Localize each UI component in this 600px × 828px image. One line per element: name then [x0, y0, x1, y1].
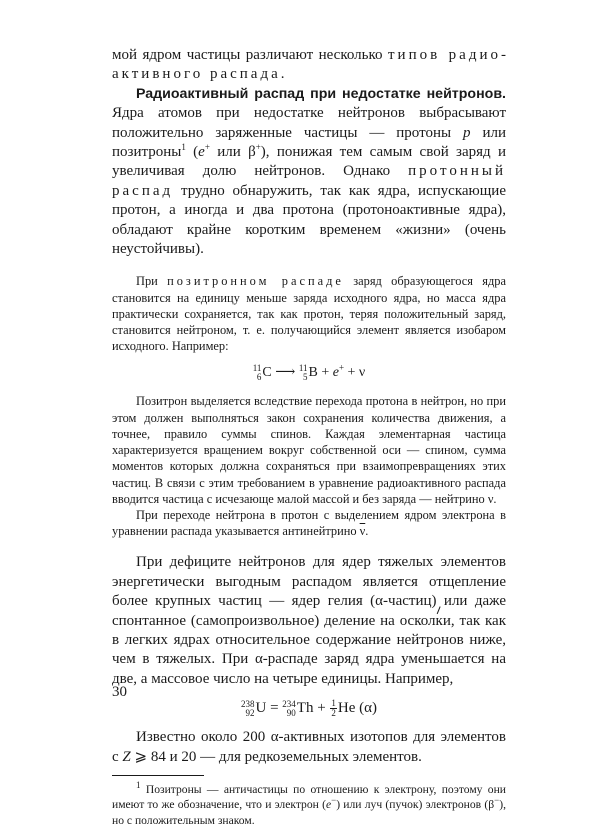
superscript: −: [494, 795, 500, 806]
nuclide-indices: 238 92: [240, 698, 255, 718]
antineutrino-symbol: $\overline{\nu}$: [359, 524, 366, 539]
plus-sign: +: [313, 700, 330, 717]
text: ), но с положительным знаком.: [112, 798, 506, 827]
helium-index-fraction: $\frac{1}{2}$: [331, 698, 336, 719]
text: При: [136, 274, 168, 289]
paragraph-spin: Позитрон выделяется вследствие перехода протона в нейтрон, но при этом должен выполняться закон сохранения количества движения, а точнее, правило суммы спинов. Каждая элементарная частица характеризуется вращением вокруг собственной оси — спином, сумма моментов которых должна сохраняться при взаимопревращениях этих частиц. В связи с этим требованием в уравнение радиоактивного распада вводится частица с исчезающе малой массой и без заряда — нейтрино ν.: [112, 394, 506, 506]
helium-symbol: He (α): [337, 700, 378, 717]
paragraph-antineutrino: [112, 507, 506, 539]
spaced-term: позитронном распаде: [167, 274, 344, 289]
footnote-divider: [112, 775, 204, 776]
superscript: +: [338, 362, 345, 373]
paragraph-types-of-decay: [112, 46, 506, 85]
spaced-term: типов радиоактивного распада: [112, 47, 506, 83]
section-heading: Радиоактивный распад при недостатке нейтронов: [136, 85, 503, 102]
text: трудно обнаружить, так как ядра, испускающие протон, а иногда и два протона (протоноактивные ядра), обладают крайне коротким временем «жизни» (очень неустойчивы).: [112, 182, 506, 258]
spaced-term: протонный распад: [112, 163, 506, 199]
paragraph-neutron-deficit: Радиоактивный распад при недостатке нейтронов. Ядра атомов при недостатке нейтронов выбрасывают положительно заряженные частицы — протоны p или позитроны$^1$ (e+ или β+), понижая тем самым свой заряд и увеличивая долю нейтронов. Однако протонный распад трудно обнаружить, так как ядра, испускающие протон, а иногда и два протона (протоноактивные ядра), обладают крайне коротким временем «жизни» (очень неустойчивы).: [112, 85, 506, 258]
text: + ν: [344, 365, 366, 381]
equals-sign: =: [266, 700, 283, 717]
nuclide-indices: 11 6: [252, 363, 262, 383]
text: При переходе нейтрона в протон с выделением ядром электрона в уравнении распада указывается антинейтрино: [112, 507, 506, 539]
paragraph-isotope-count: [112, 728, 506, 767]
text: Позитроны — античастицы по отношению к электрону, поэтому они имеют то же обозначение, что и электрон (: [112, 782, 506, 812]
electron-symbol: e: [325, 798, 332, 812]
text: ) или луч (пучок) электронов (β: [336, 798, 495, 812]
text: Известно около 200 α-активных изотопов для элементов с: [112, 729, 506, 765]
page-number: 30: [112, 684, 127, 700]
formula-positron-decay: [112, 360, 506, 386]
text: ⩾ 84 и 20 — для редкоземельных элементов.: [130, 748, 422, 765]
element-symbol: C: [262, 365, 272, 381]
text: или β: [209, 144, 256, 161]
element-symbol: Th: [296, 700, 314, 717]
superscript: −: [331, 795, 337, 806]
footnote: [112, 782, 506, 828]
page-body: [112, 46, 506, 828]
superscript: +: [255, 142, 261, 153]
paragraph-alpha-decay: При дефиците нейтронов для ядер тяжелых элементов энергетически выгодным распадом является отщепление более крупных частиц — ядер гелия (α-частиц) или даже спонтанное (самопроизвольное) деление на осколки, так как в легких ядрах относительное содержание нейтронов ниже, чем в тяжелых. При α-распаде заряд ядра уменьшается на две, а массовое число на четыре единицы. Например,: [112, 554, 506, 687]
text: .: [365, 524, 369, 539]
text: мой ядром частицы различают несколько: [112, 47, 388, 63]
atomic-number-symbol: Z: [122, 748, 131, 765]
element-symbol: U: [255, 700, 267, 717]
text: ), понижая тем самым свой заряд и увеличивая долю нейтронов. Однако: [112, 144, 506, 180]
positron-symbol: e: [198, 144, 205, 161]
text: (: [185, 144, 199, 161]
positron-symbol: e: [332, 365, 339, 381]
paragraph-positron-decay: [112, 273, 506, 354]
proton-symbol: p: [463, 124, 471, 141]
element-symbol: B: [308, 365, 318, 381]
text: заряд образующегося ядра становится на единицу меньше заряда исходного ядра, но масса ядра практически сохраняется, так как протон, теряя положительный заряд, становится нейтроном, т. е. получающийся элемент является изобаром исходного. Например:: [112, 274, 506, 354]
footnote-mark: 1: [181, 142, 186, 153]
formula-alpha-decay: [112, 695, 506, 721]
superscript: +: [204, 142, 210, 153]
text: Ядра атомов при недостатке нейтронов выбрасывают положительно заряженные частицы — протоны: [112, 105, 506, 141]
text: +: [317, 365, 333, 381]
text: .: [280, 66, 285, 83]
nuclide-indices: 234 90: [282, 698, 296, 718]
footnote-mark: 1: [136, 780, 141, 791]
arrow: ⟶: [271, 365, 299, 381]
text: или позитроны: [112, 124, 506, 161]
nuclide-indices: 11 5: [298, 363, 308, 383]
